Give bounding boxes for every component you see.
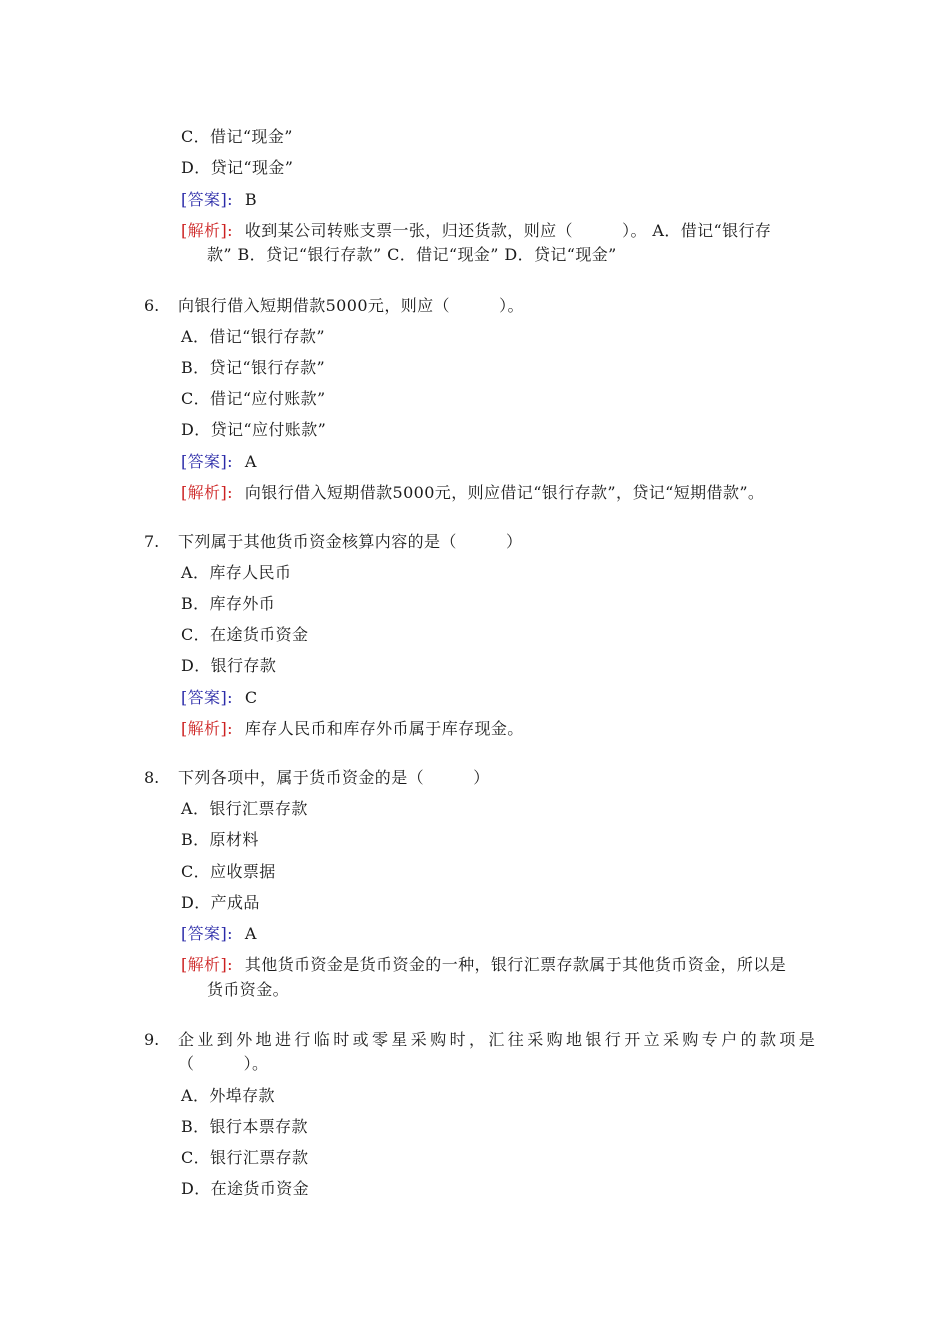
option-c: C．在途货币资金 [181, 625, 309, 644]
question-text-continued: （ ）。 [178, 1054, 269, 1073]
analysis-text-continued: 款” B．贷记“银行存款” C．借记“现金” D．贷记“现金” [207, 245, 617, 264]
option-b: B．贷记“银行存款” [181, 358, 326, 377]
option-a: A．借记“银行存款” [181, 327, 325, 346]
analysis-label: [解析]: [181, 955, 233, 974]
analysis-text: 库存人民币和库存外币属于库存现金。 [244, 719, 524, 738]
option-c: C．应收票据 [181, 862, 276, 881]
answer-label: [答案]: [181, 190, 233, 209]
answer-value: A [244, 452, 257, 471]
answer-value: B [244, 190, 258, 209]
analysis-row [181, 220, 771, 242]
analysis-text-continued: 货币资金。 [207, 980, 290, 999]
analysis-row [181, 718, 524, 740]
analysis-row [181, 482, 764, 504]
answer-label: [答案]: [181, 924, 233, 943]
option-c: C．银行汇票存款 [181, 1148, 309, 1167]
question-number: 9. [144, 1030, 160, 1049]
question-number: 7. [144, 532, 160, 551]
analysis-label: [解析]: [181, 221, 233, 240]
option-d: D．在途货币资金 [181, 1179, 310, 1198]
answer-value: C [244, 688, 258, 707]
analysis-text: 其他货币资金是货币资金的一种，银行汇票存款属于其他货币资金，所以是 [244, 955, 787, 974]
analysis-label: [解析]: [181, 719, 233, 738]
question-text: 向银行借入短期借款5000元，则应（ ）。 [178, 296, 524, 315]
analysis-text: 向银行借入短期借款5000元，则应借记“银行存款”，贷记“短期借款”。 [244, 483, 765, 502]
answer-row [181, 923, 257, 945]
option-b: B．库存外币 [181, 594, 276, 613]
option-a: A．库存人民币 [181, 563, 292, 582]
option-a: A．银行汇票存款 [181, 799, 308, 818]
answer-row [181, 189, 257, 211]
option-c: C．借记“现金” [181, 127, 293, 146]
answer-row [181, 687, 258, 709]
option-d: D．贷记“现金” [181, 158, 294, 177]
answer-value: A [244, 924, 257, 943]
option-d: D．银行存款 [181, 656, 277, 675]
analysis-label: [解析]: [181, 483, 233, 502]
answer-label: [答案]: [181, 688, 233, 707]
option-b: B．银行本票存款 [181, 1117, 308, 1136]
option-d: D．贷记“应付账款” [181, 420, 327, 439]
analysis-row [181, 954, 786, 976]
question-text: 企业到外地进行临时或零星采购时，汇往采购地银行开立采购专户的款项是 [178, 1030, 819, 1049]
question-text: 下列各项中，属于货币资金的是（ ） [178, 768, 490, 787]
analysis-text: 收到某公司转账支票一张，归还货款，则应（ ）。 A．借记“银行存 [244, 221, 772, 240]
question-number: 6. [144, 296, 160, 315]
question-text: 下列属于其他货币资金核算内容的是（ ） [178, 532, 523, 551]
option-b: B．原材料 [181, 830, 259, 849]
answer-row [181, 451, 257, 473]
answer-label: [答案]: [181, 452, 233, 471]
option-c: C．借记“应付账款” [181, 389, 326, 408]
question-number: 8. [144, 768, 160, 787]
option-a: A．外埠存款 [181, 1086, 275, 1105]
option-d: D．产成品 [181, 893, 260, 912]
